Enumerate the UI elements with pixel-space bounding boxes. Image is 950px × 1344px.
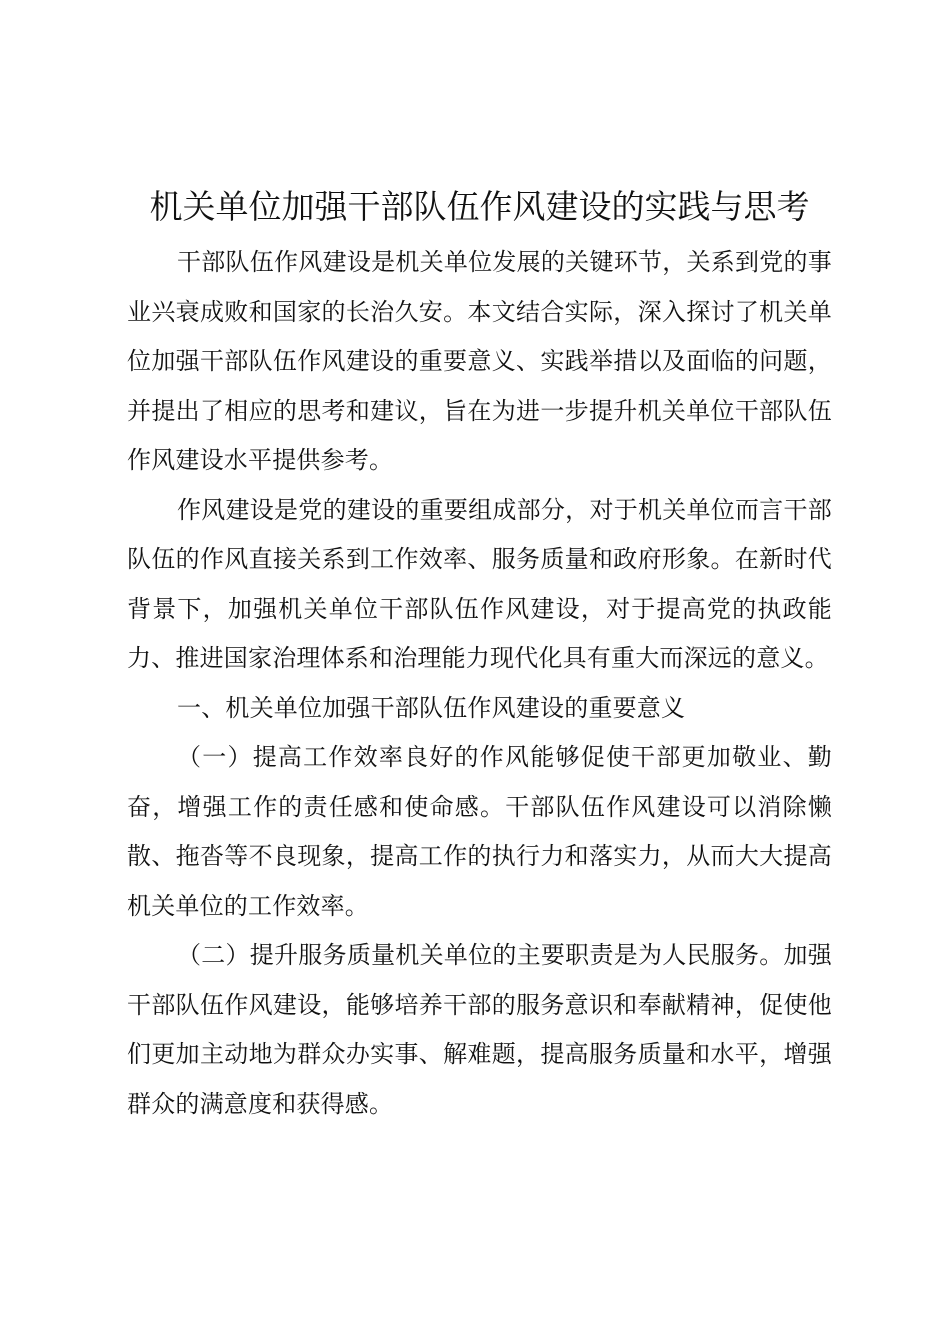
document-body	[127, 176, 832, 1129]
subsection-efficiency: （一）提高工作效率良好的作风能够促使干部更加敬业、勤奋，增强工作的责任感和使命感。干部队伍作风建设可以消除懒散、拖沓等不良现象，提高工作的执行力和落实力，从而大大提高机关单位的工作效率。	[127, 743, 832, 920]
background-paragraph: 作风建设是党的建设的重要组成部分，对于机关单位而言干部队伍的作风直接关系到工作效率、服务质量和政府形象。在新时代背景下，加强机关单位干部队伍作风建设，对于提高党的执政能力、推进国家治理体系和治理能力现代化具有重大而深远的意义。	[127, 495, 832, 672]
section-heading: 一、机关单位加强干部队伍作风建设的重要意义	[177, 693, 686, 722]
document-title: 机关单位加强干部队伍作风建设的实践与思考	[149, 187, 810, 226]
subsection-service: （二）提升服务质量机关单位的主要职责是为人民服务。加强干部队伍作风建设，能够培养干部的服务意识和奉献精神，促使他们更加主动地为群众办实事、解难题，提高服务质量和水平，增强群众的满意度和获得感。	[127, 941, 832, 1118]
intro-paragraph: 干部队伍作风建设是机关单位发展的关键环节，关系到党的事业兴衰成败和国家的长治久安。本文结合实际，深入探讨了机关单位加强干部队伍作风建设的重要意义、实践举措以及面临的问题，并提出了相应的思考和建议，旨在为进一步提升机关单位干部队伍作风建设水平提供参考。	[127, 248, 832, 474]
